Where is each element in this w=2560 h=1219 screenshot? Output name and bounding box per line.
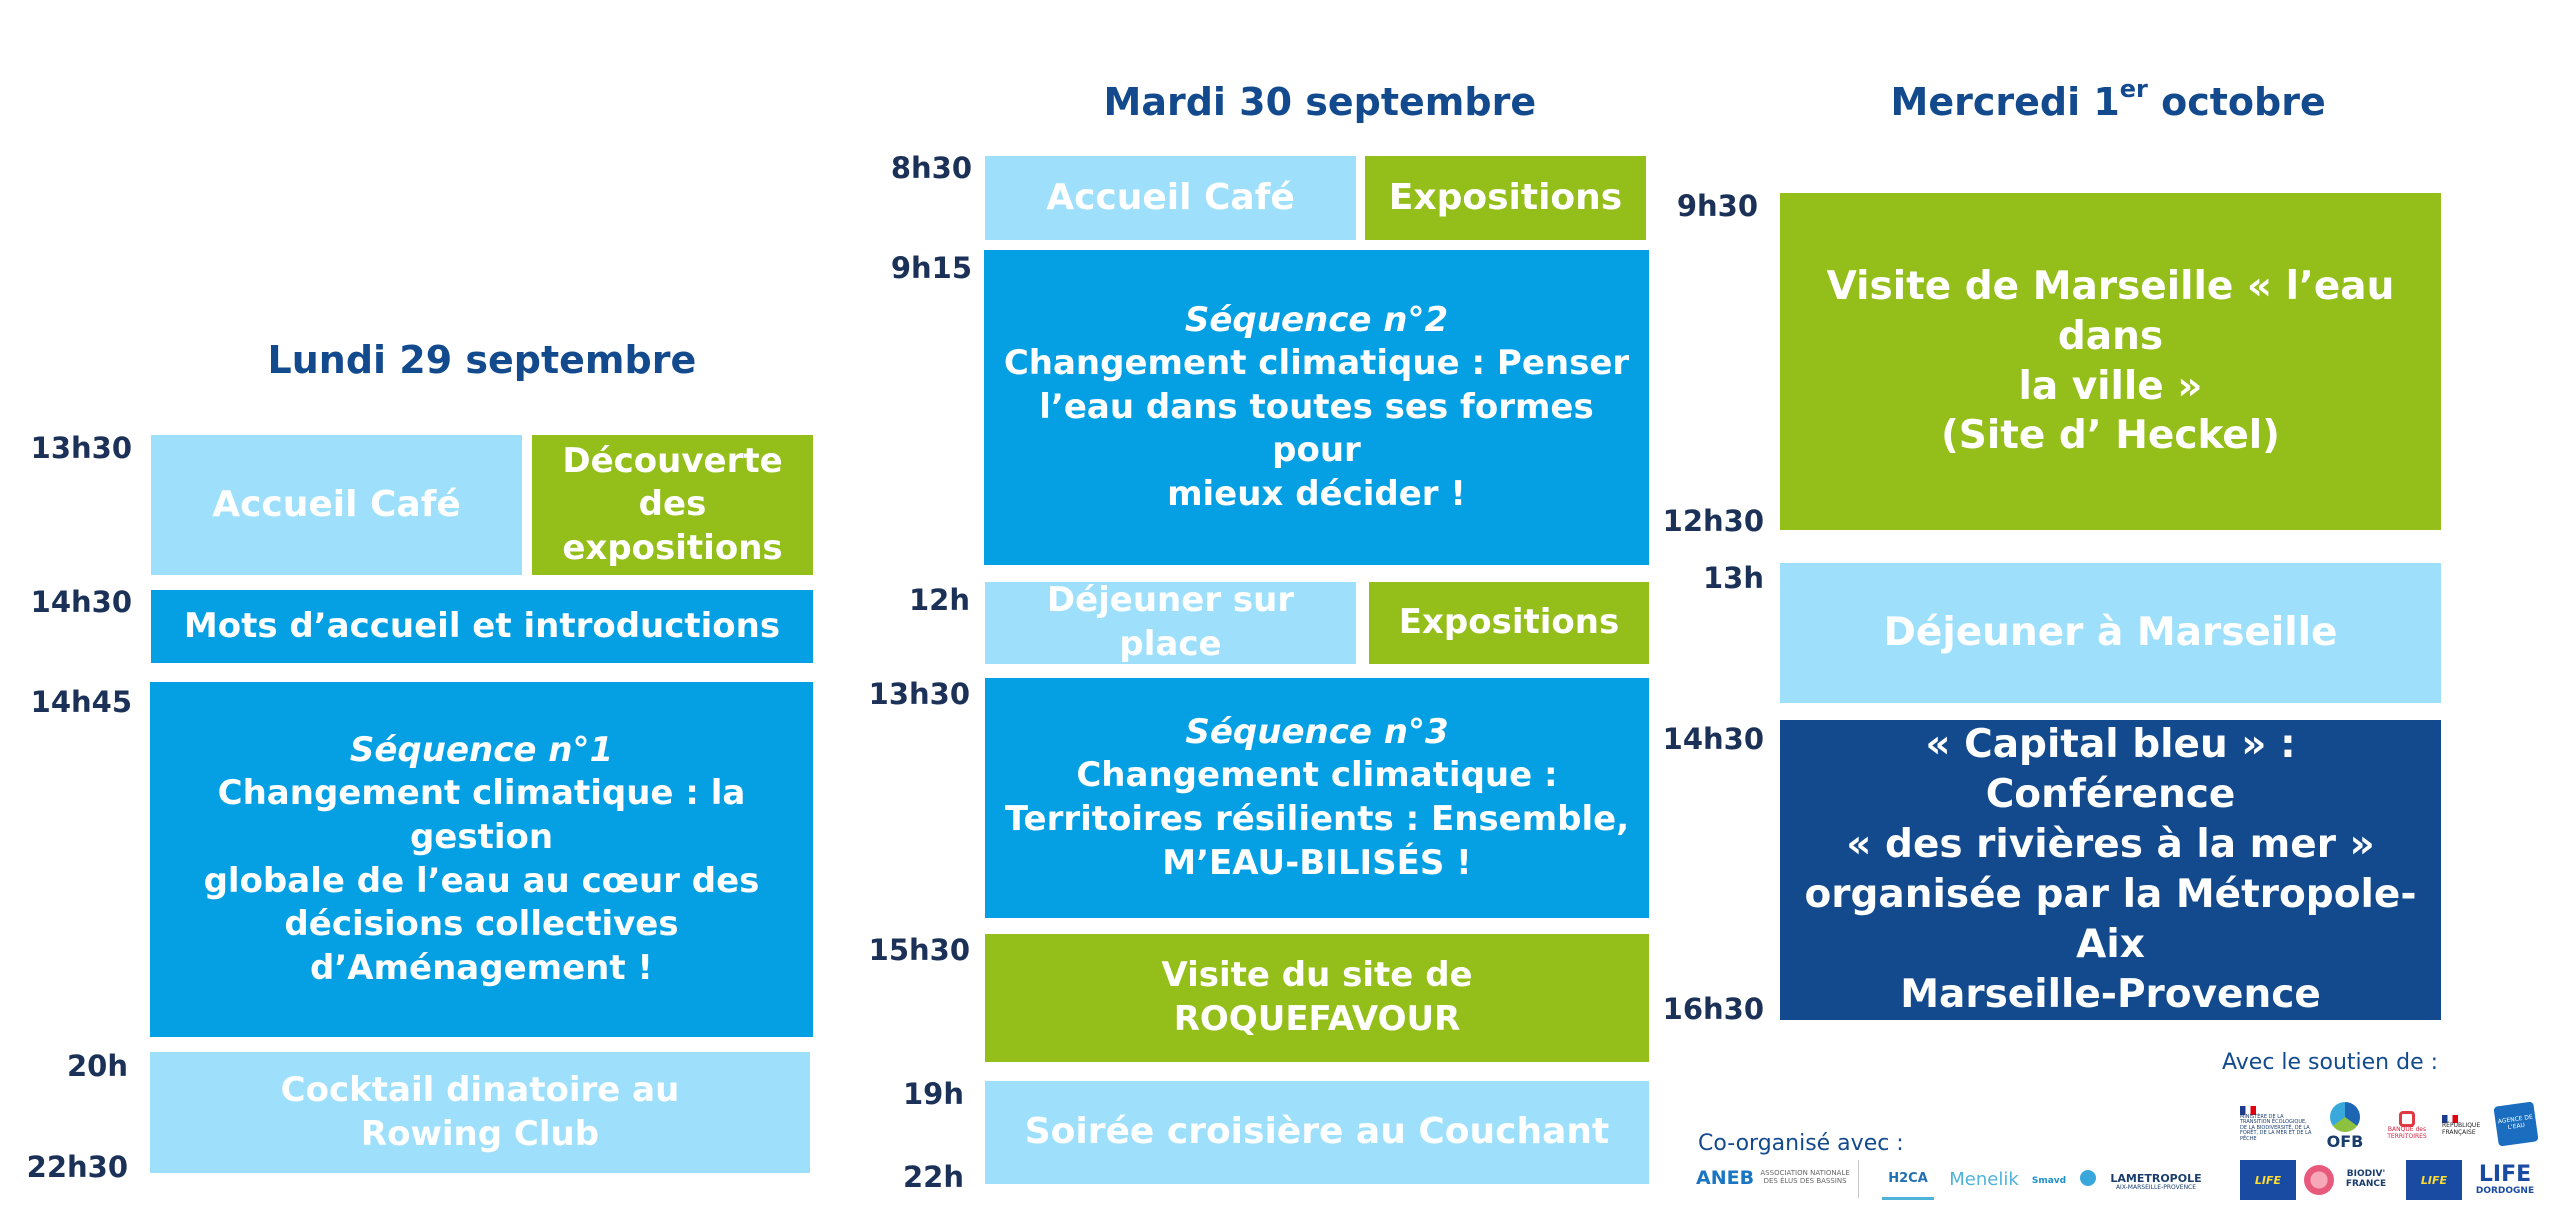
event-label: M’EAU-BILISÉS ! bbox=[1162, 842, 1472, 883]
time-label: 19h bbox=[902, 1077, 964, 1111]
event-label: Mots d’accueil et introductions bbox=[183, 605, 781, 646]
hca-logo-text: H2CA bbox=[1888, 1171, 1928, 1186]
event-label: « Capital bleu » : Conférence bbox=[1925, 722, 2296, 818]
event-label: Changement climatique : Penser bbox=[1003, 343, 1630, 384]
republique-logo-text: RÉPUBLIQUE FRANÇAISE bbox=[2442, 1122, 2481, 1136]
smavd-logo-text: Smavd bbox=[2031, 1176, 2067, 1186]
metropole-logo-sub: AIX-MARSEILLE-PROVENCE bbox=[2115, 1184, 2197, 1192]
menelik-logo-text: Menelik bbox=[1949, 1168, 2019, 1190]
metropole-logo-text: LAMETROPOLE bbox=[2110, 1172, 2202, 1186]
time-label: 15h30 bbox=[868, 933, 970, 967]
time-label: 20h bbox=[66, 1049, 128, 1083]
time-label: 22h30 bbox=[26, 1150, 128, 1184]
event-label: Changement climatique : bbox=[1076, 755, 1558, 796]
aneb-logo-sub: ASSOCIATION NATIONALE DES ÉLUS DES BASSINS bbox=[1760, 1169, 1850, 1185]
banque-logo-text: BANQUE des TERRITOIRES bbox=[2387, 1126, 2427, 1140]
hca-logo bbox=[1882, 1160, 1934, 1200]
event-label: Rowing Club bbox=[360, 1113, 600, 1154]
event-sequence-2[interactable] bbox=[984, 250, 1649, 565]
menelik-logo bbox=[1944, 1164, 2024, 1194]
coorg-label: Co-organisé avec : bbox=[1698, 1131, 1904, 1156]
metropole-logo bbox=[2110, 1166, 2202, 1198]
life-eu-logo-text: LIFE bbox=[2420, 1173, 2448, 1187]
ofb-logo bbox=[2320, 1098, 2370, 1154]
time-label: 14h30 bbox=[1662, 722, 1764, 756]
event-accueil-cafe[interactable] bbox=[151, 435, 522, 575]
event-label: ROQUEFAVOUR bbox=[1173, 999, 1461, 1039]
separator-line bbox=[1858, 1160, 1859, 1198]
event-label: Déjeuner sur place bbox=[1046, 580, 1295, 664]
time-label: 14h30 bbox=[30, 585, 132, 619]
biodiv-france-logo bbox=[2302, 1160, 2394, 1200]
time-label: 22h bbox=[902, 1160, 964, 1194]
day-title-main: Mercredi 1 bbox=[1890, 80, 2120, 124]
event-label: Déjeuner à Marseille bbox=[1883, 610, 2338, 656]
life-dordogne-logo-text: LIFE bbox=[2478, 1162, 2532, 1187]
event-expositions[interactable] bbox=[1369, 582, 1649, 664]
hexagon-icon bbox=[2399, 1111, 2415, 1127]
event-label: décisions collectives bbox=[284, 904, 679, 945]
life-eu-logo bbox=[2406, 1160, 2462, 1200]
event-label: Cocktail dinatoire au bbox=[280, 1069, 680, 1110]
event-label: expositions bbox=[562, 527, 783, 568]
time-label: 14h45 bbox=[30, 685, 132, 719]
event-label: Marseille-Provence bbox=[1900, 971, 2321, 1017]
time-label: 13h bbox=[1702, 561, 1764, 595]
smavd-logo bbox=[2031, 1162, 2067, 1200]
day-title-lundi: Lundi 29 septembre bbox=[267, 338, 697, 382]
event-sequence-3[interactable] bbox=[985, 678, 1649, 918]
life-eu-logo-text: LIFE bbox=[2254, 1173, 2282, 1187]
time-label: 9h30 bbox=[1676, 189, 1758, 223]
event-label: Visite de Marseille « l’eau dans bbox=[1826, 263, 2395, 359]
day-title-mardi: Mardi 30 septembre bbox=[1103, 80, 1537, 124]
event-visite-roquefavour[interactable] bbox=[985, 934, 1649, 1062]
life-dordogne-logo-sub: DORDOGNE bbox=[2475, 1186, 2535, 1196]
agence-logo-text: AGENCE DE L'EAU bbox=[2497, 1114, 2534, 1132]
drop-icon bbox=[2080, 1170, 2096, 1186]
banque-territoires-logo bbox=[2380, 1100, 2434, 1152]
time-label: 12h30 bbox=[1662, 504, 1764, 538]
time-label: 8h30 bbox=[890, 151, 972, 185]
event-capital-bleu[interactable] bbox=[1780, 720, 2441, 1020]
ofb-circle-icon bbox=[2330, 1102, 2360, 1132]
event-label: Visite du site de bbox=[1161, 955, 1473, 996]
event-label: (Site d’ Heckel) bbox=[1940, 413, 2280, 459]
support-label: Avec le soutien de : bbox=[2222, 1050, 2439, 1075]
event-label: globale de l’eau au cœur des bbox=[203, 860, 760, 901]
sequence-label: Séquence n°3 bbox=[1185, 711, 1449, 752]
agence-eau-logo bbox=[2493, 1101, 2538, 1146]
event-label: la ville » bbox=[2018, 363, 2203, 409]
event-label: des bbox=[638, 484, 707, 525]
ofb-logo-text: OFB bbox=[2326, 1131, 2364, 1151]
ministere-logo bbox=[2240, 1096, 2314, 1152]
event-cocktail[interactable] bbox=[150, 1052, 810, 1173]
time-label: 16h30 bbox=[1662, 992, 1764, 1026]
event-label: Découverte bbox=[562, 440, 783, 481]
event-label: mieux décider ! bbox=[1167, 473, 1466, 514]
event-label: l’eau dans toutes ses formes pour bbox=[1039, 386, 1594, 471]
event-dejeuner-marseille[interactable] bbox=[1780, 563, 2441, 703]
event-dejeuner-sur-place[interactable] bbox=[985, 582, 1356, 664]
event-visite-marseille[interactable] bbox=[1780, 193, 2441, 530]
event-sequence-1[interactable] bbox=[150, 682, 813, 1037]
event-label: Changement climatique : la gestion bbox=[217, 773, 746, 857]
event-accueil-cafe[interactable] bbox=[985, 156, 1356, 240]
day-title-mercredi bbox=[1890, 75, 2326, 124]
aneb-logo-text: ANEB bbox=[1696, 1167, 1755, 1189]
ministere-logo-text: MINISTÈRE DE LA TRANSITION ÉCOLOGIQUE, DE LA BIODIVERSITÉ, DE LA FORÊT, DE LA MER ET DE LA PÊCHE bbox=[2240, 1113, 2312, 1142]
event-mots-accueil[interactable] bbox=[151, 590, 813, 663]
sequence-label: Séquence n°2 bbox=[1184, 299, 1449, 340]
time-label: 9h15 bbox=[890, 251, 972, 285]
time-label: 13h30 bbox=[30, 431, 132, 465]
biodiv-logo-text: BIODIV' FRANCE bbox=[2345, 1169, 2387, 1189]
day-title-end: octobre bbox=[2147, 80, 2326, 124]
event-label: Territoires résilients : Ensemble, bbox=[1004, 799, 1630, 839]
event-label: Expositions bbox=[1398, 602, 1620, 643]
life-eu-logo bbox=[2240, 1160, 2296, 1200]
time-label: 12h bbox=[908, 583, 970, 617]
event-label: Soirée croisière au Couchant bbox=[1024, 1111, 1610, 1153]
time-label: 13h30 bbox=[868, 677, 970, 711]
day-title-sup: er bbox=[2119, 75, 2148, 103]
republique-logo bbox=[2442, 1102, 2486, 1150]
event-label: Accueil Café bbox=[212, 483, 461, 525]
event-soiree-croisiere[interactable] bbox=[985, 1081, 1649, 1184]
event-label: « des rivières à la mer » bbox=[1846, 822, 2375, 868]
event-label: Expositions bbox=[1388, 176, 1623, 218]
event-label: d’Aménagement ! bbox=[310, 947, 653, 988]
event-expositions[interactable] bbox=[1365, 156, 1646, 240]
event-label: organisée par la Métropole-Aix bbox=[1804, 872, 2417, 967]
aneb-logo bbox=[1696, 1160, 1856, 1196]
event-label: Accueil Café bbox=[1046, 176, 1295, 218]
biodiv-flower-icon bbox=[2304, 1165, 2334, 1195]
life-dordogne-logo bbox=[2470, 1158, 2540, 1202]
sequence-label: Séquence n°1 bbox=[349, 729, 614, 770]
event-decouverte-expositions[interactable] bbox=[532, 435, 813, 575]
